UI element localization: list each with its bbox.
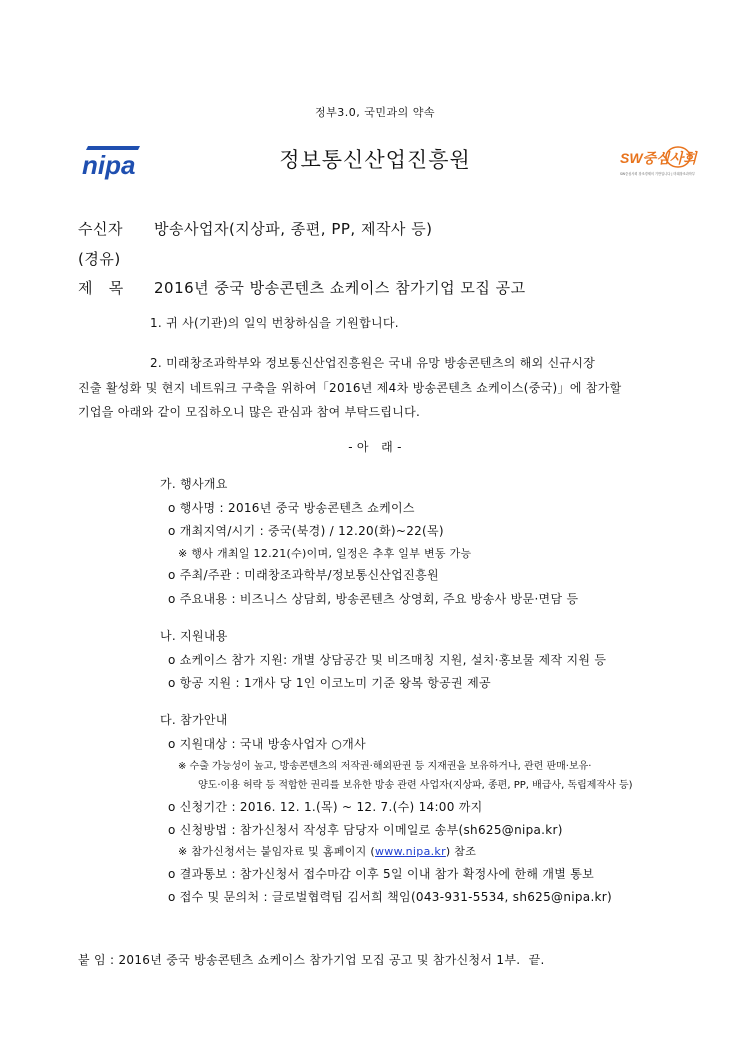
note-2-suffix: ) 참조 [445,845,477,858]
slogan: 정부3.0, 국민과의 약속 [315,106,435,119]
org-title: 정보통신산업진흥원 [279,148,471,172]
section-a-item-3: o 주최/주관 : 미래창조과학부/정보통신산업진흥원 [168,568,439,582]
recipient-value: 방송사업자(지상파, 종편, PP, 제작사 등) [154,220,433,238]
via-label: (경유) [78,250,121,268]
attachment-line: 붙 임 : 2016년 중국 방송콘텐츠 쇼케이스 참가기업 모집 공고 및 참가신청서 1부. 끝. [78,953,545,967]
svg-text:nipa: nipa [82,150,136,180]
section-c-item-3: o 신청방법 : 참가신청서 작성후 담당자 이메일로 송부(sh625@nipa.kr) [168,823,563,837]
subject-value: 2016년 중국 방송콘텐츠 쇼케이스 참가기업 모집 공고 [154,279,526,297]
section-c-item-1: o 지원대상 : 국내 방송사업자 ○개사 [168,737,366,751]
section-a-item-1: o 행사명 : 2016년 중국 방송콘텐츠 쇼케이스 [168,501,415,515]
section-b-item-2: o 항공 지원 : 1개사 당 1인 이코노미 기준 왕복 항공권 제공 [168,676,491,690]
paragraph-2-line-1: 2. 미래창조과학부와 정보통신산업진흥원은 국내 유망 방송콘텐츠의 해외 신규시장 [150,356,596,370]
section-a-item-2: o 개최지역/시기 : 중국(북경) / 12.20(화)~22(목) [168,524,444,538]
section-c-item-2: o 신청기간 : 2016. 12. 1.(목) ~ 12. 7.(수) 14:00 까지 [168,800,483,814]
svg-text:SW중심사회 창조경제의 기반입니다 | 미래창조과학부: SW중심사회 창조경제의 기반입니다 | 미래창조과학부 [620,172,695,176]
section-a-title: 가. 행사개요 [160,477,228,491]
paragraph-1: 1. 귀 사(기관)의 일익 번창하심을 기원합니다. [150,316,399,330]
note-2-prefix: ※ 참가신청서는 붙임자료 및 홈페이지 ( [178,845,375,858]
section-c-item-5: o 접수 및 문의처 : 글로벌협력팀 김서희 책임(043-931-5534, sh625@nipa.kr) [168,890,613,904]
recipient-label: 수신자 [78,220,123,238]
section-c-item-4: o 결과통보 : 참가신청서 접수마감 이후 5일 이내 참가 확정사에 한해 개별 통보 [168,867,595,881]
paragraph-2-line-2: 진출 활성화 및 현지 네트워크 구축을 위하여「2016년 제4차 방송콘텐츠 쇼케이스(중국)」에 참가할 [78,381,622,395]
subject-label: 제 목 [78,279,124,297]
section-b-title: 나. 지원내용 [160,629,228,643]
section-c-note-2 [178,843,476,859]
section-b-item-1: o 쇼케이스 참가 지원: 개별 상담공간 및 비즈매칭 지원, 설치·홍보물 제작 지원 등 [168,653,607,667]
sw-logo [618,144,698,180]
below-heading: - 아 래 - [348,440,402,454]
section-a-note: ※ 행사 개최일 12.21(수)이며, 일정은 추후 일부 변동 가능 [178,547,472,560]
paragraph-2-line-3: 기업을 아래와 같이 모집하오니 많은 관심과 참여 부탁드립니다. [78,405,421,419]
section-a-item-4: o 주요내용 : 비즈니스 상담회, 방송콘텐츠 상영회, 주요 방송사 방문·면담 등 [168,592,579,606]
section-c-note-1b: 양도·이용 허락 등 적합한 권리를 보유한 방송 관련 사업자(지상파, 종편, PP, 배급사, 독립제작사 등) [198,780,633,791]
section-c-title: 다. 참가안내 [160,713,228,727]
homepage-link[interactable]: www.nipa.kr [374,845,446,858]
section-c-note-1a: ※ 수출 가능성이 높고, 방송콘텐츠의 저작권·해외판권 등 지재권을 보유하거나, 관련 판매·보유· [178,761,592,772]
svg-text:SW중심사회: SW중심사회 [620,150,697,166]
